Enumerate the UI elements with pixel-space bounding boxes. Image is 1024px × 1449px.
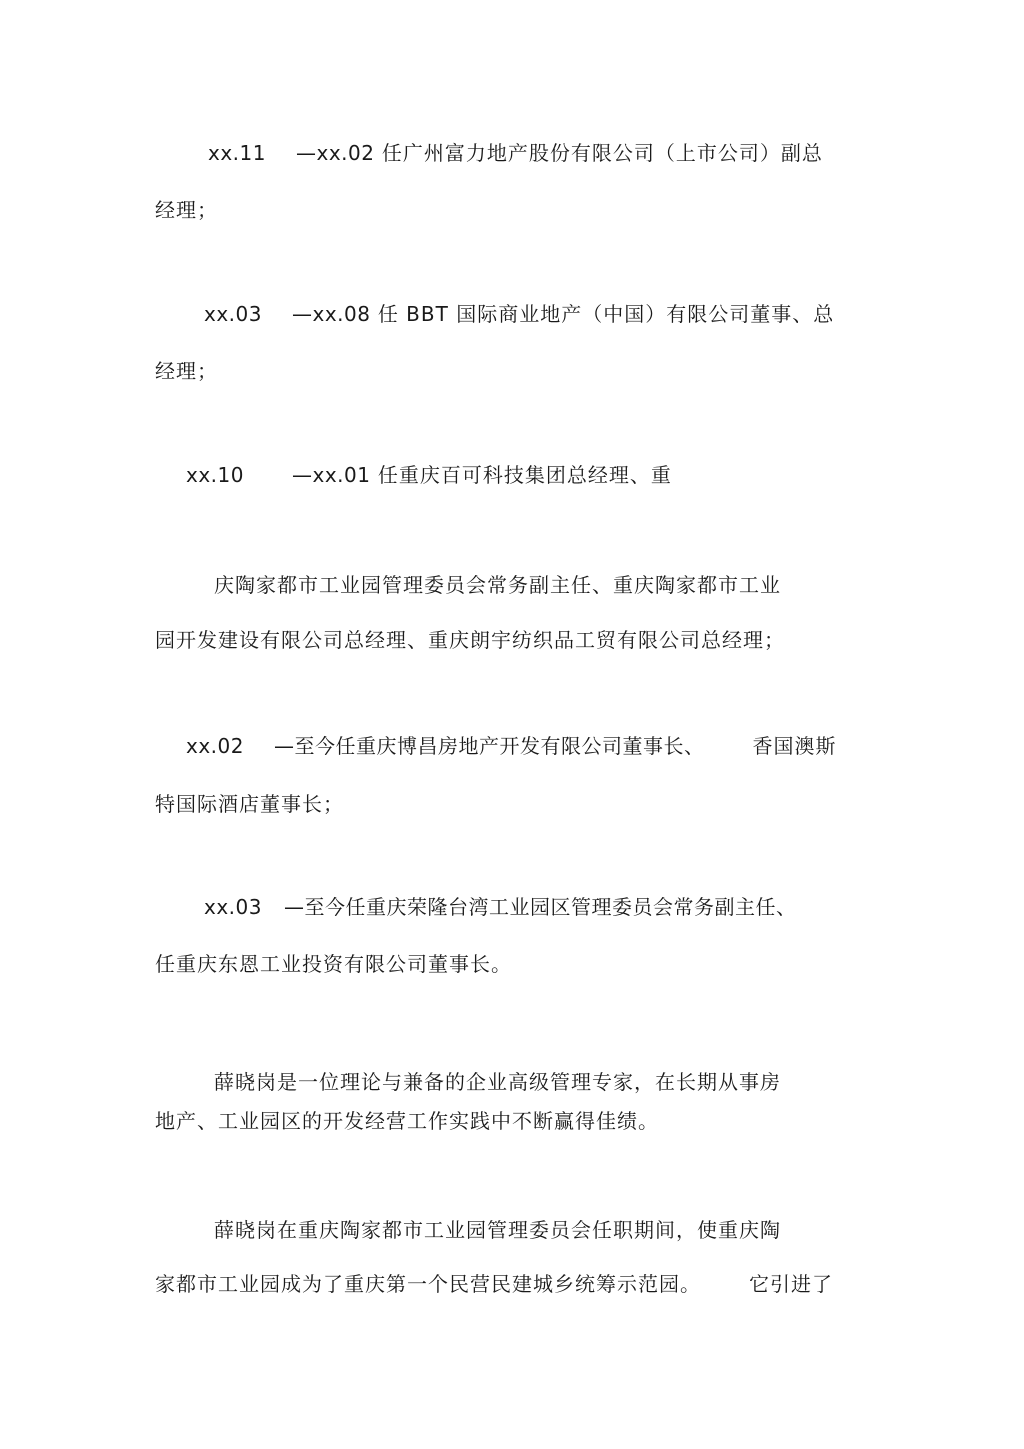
entry-5-text-tail: 香国澳斯 xyxy=(752,734,837,758)
entry-5-date-to: —至今任重庆博昌房地产开发有限公司董事长、 xyxy=(273,734,705,758)
entry-6-date-from: xx.03 xyxy=(204,895,262,919)
entry-2-line-1 xyxy=(204,300,834,328)
entry-3-date-to: —xx.01 xyxy=(291,463,371,487)
entry-2-date-to: —xx.08 xyxy=(291,302,371,326)
entry-5-date-from: xx.02 xyxy=(186,734,244,758)
entry-6-line-1 xyxy=(204,893,796,921)
entry-6-line-2: 任重庆东恩工业投资有限公司董事长。 xyxy=(155,952,512,976)
entry-3-text: 任重庆百可科技集团总经理、重 xyxy=(377,463,672,487)
entry-3-date-from: xx.10 xyxy=(186,463,244,487)
entry-3-line-1 xyxy=(186,461,672,489)
entry-1-date-to: —xx.02 xyxy=(295,141,375,165)
entry-4-line-2: 园开发建设有限公司总经理、重庆朗宇纺织品工贸有限公司总经理； xyxy=(155,628,785,652)
entry-2-line-2: 经理； xyxy=(155,359,218,383)
paragraph-2-line-2 xyxy=(155,1270,833,1298)
entry-5-line-2: 特国际酒店董事长； xyxy=(155,792,344,816)
entry-4-line-1: 庆陶家都市工业园管理委员会常务副主任、重庆陶家都市工业 xyxy=(214,573,781,597)
entry-1-line-1 xyxy=(208,139,823,167)
entry-1-text: 任广州富力地产股份有限公司（上市公司）副总 xyxy=(381,141,823,165)
entry-5-line-1 xyxy=(186,732,836,760)
paragraph-2-line-2-tail: 它引进了 xyxy=(749,1272,833,1296)
paragraph-1-line-2: 地产、工业园区的开发经营工作实践中不断赢得佳绩。 xyxy=(155,1109,659,1133)
paragraph-2-line-2-head: 家都市工业园成为了重庆第一个民营民建城乡统筹示范园。 xyxy=(155,1272,701,1296)
entry-2-text: 任 BBT 国际商业地产（中国）有限公司董事、总 xyxy=(377,302,835,326)
paragraph-1-line-1: 薛晓岗是一位理论与兼备的企业高级管理专家，在长期从事房 xyxy=(214,1070,781,1094)
paragraph-2-line-1: 薛晓岗在重庆陶家都市工业园管理委员会任职期间，使重庆陶 xyxy=(214,1218,781,1242)
entry-1-line-2: 经理； xyxy=(155,198,218,222)
entry-1-date-from: xx.11 xyxy=(208,141,266,165)
entry-2-date-from: xx.03 xyxy=(204,302,262,326)
entry-6-date-to: —至今任重庆荣隆台湾工业园区管理委员会常务副主任、 xyxy=(283,895,797,919)
